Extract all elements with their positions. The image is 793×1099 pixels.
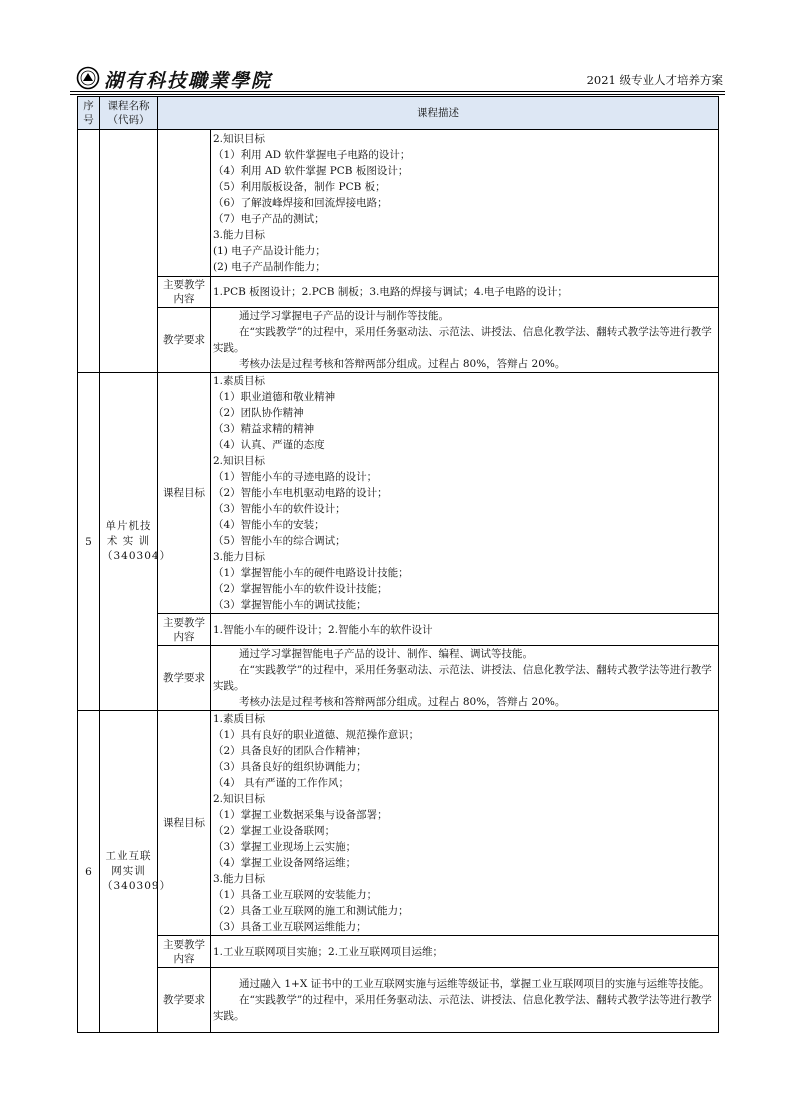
goal-line: （3）精益求精的精神 [213, 423, 315, 435]
goal-line: 1.素质目标 [213, 713, 266, 725]
req-paragraph: 考核办法是过程考核和答辩两部分组成。过程占 80%，答辩占 20%。 [239, 696, 566, 708]
goal-line: （1）掌握智能小车的硬件电路设计技能； [213, 567, 409, 579]
req-paragraph: 通过学习掌握智能电子产品的设计、制作、编程、调试等技能。 [239, 648, 533, 660]
course-name [100, 711, 172, 1033]
goal-line: 3.能力目标 [213, 873, 266, 885]
course-name-line: （340304） [102, 550, 172, 562]
school-logo-text: 湖有科技職業學院 [104, 70, 273, 92]
table-row [78, 936, 719, 968]
table-row [78, 130, 719, 277]
label-goals [158, 130, 211, 277]
table-row [78, 308, 719, 373]
table-header-row [78, 97, 719, 130]
document-title: 2021 级专业人才培养方案 [586, 73, 723, 87]
label-goals: 课程目标 [158, 711, 211, 936]
goal-line: （2）智能小车电机驱动电路的设计； [213, 487, 388, 499]
course-name-line: （340309） [102, 880, 172, 892]
goal-line: 3.能力目标 [213, 551, 266, 563]
course-name-line: 术 实 训 [106, 535, 151, 547]
header-course-name: 课程名称（代码） [100, 97, 158, 130]
req-paragraph: 在“实践教学”的过程中，采用任务驱动法、示范法、讲授法、信息化教学法、翻转式教学法等进行教学实践。 [213, 664, 712, 692]
course-content [211, 936, 719, 968]
table-row [78, 277, 719, 308]
header-rule-thin [70, 94, 725, 95]
row-number: 6 [78, 711, 100, 1033]
goal-line: （4）掌握工业设备网络运维； [213, 857, 357, 869]
goal-line: （4） 具有严谨的工作作风； [213, 777, 350, 789]
goal-line: 3.能力目标 [213, 229, 266, 241]
goal-line: （5）利用版板设备，制作 PCB 板； [213, 181, 386, 193]
header-seq: 序号 [78, 97, 100, 130]
table-row [78, 711, 719, 936]
goal-line: （2）掌握工业设备联网； [213, 825, 336, 837]
goal-line: （3）掌握智能小车的调试技能； [213, 599, 367, 611]
goal-line: （1）智能小车的寻迹电路的设计； [213, 471, 378, 483]
goal-line: （1）具有良好的职业道德、规范操作意识； [213, 729, 420, 741]
goal-line: （7）电子产品的测试； [213, 213, 325, 225]
label-content: 主要教学内容 [158, 277, 211, 308]
goal-line: （2）具备工业互联网的施工和测试能力； [213, 905, 409, 917]
req-paragraph: 通过融入 1+X 证书中的工业互联网实施与运维等级证书，掌握工业互联网项目的实施与运维等技能。 [239, 978, 710, 990]
label-req: 教学要求 [158, 308, 211, 373]
course-requirements [211, 308, 719, 373]
goal-line: （3）具备工业互联网运维能力； [213, 921, 367, 933]
goal-line: 2.知识目标 [213, 793, 266, 805]
goal-line: （4）利用 AD 软件掌握 PCB 板图设计； [213, 165, 409, 177]
goal-line: （6）了解波峰焊接和回流焊接电路； [213, 197, 388, 209]
goal-line: （2）具备良好的团队合作精神； [213, 745, 367, 757]
school-seal-icon [76, 66, 100, 90]
content-text: 1.PCB 板图设计；2.PCB 制板；3.电路的焊接与调试；4.电子电路的设计； [213, 286, 568, 298]
req-paragraph: 在“实践教学”的过程中，采用任务驱动法、示范法、讲授法、信息化教学法、翻转式教学法等进行教学实践。 [213, 326, 712, 354]
req-paragraph: 通过学习掌握电子产品的设计与制作等技能。 [239, 310, 449, 322]
label-goals: 课程目标 [158, 373, 211, 614]
header-course-desc: 课程描述 [158, 97, 719, 130]
course-content [211, 614, 719, 646]
label-content: 主要教学内容 [158, 614, 211, 646]
content-text: 1.工业互联网项目实施；2.工业互联网项目运维； [213, 945, 444, 958]
course-table [77, 96, 719, 1033]
goal-line: (2) 电子产品制作能力； [213, 261, 326, 273]
course-requirements [211, 968, 719, 1033]
goal-line: 2.知识目标 [213, 133, 266, 145]
goal-line: 2.知识目标 [213, 455, 266, 467]
header-rule [70, 91, 725, 92]
goal-line: (1) 电子产品设计能力； [213, 245, 326, 257]
table-row [78, 614, 719, 646]
row-number: 5 [78, 373, 100, 711]
goal-line: （1）职业道德和敬业精神 [213, 391, 336, 403]
course-goals [211, 373, 719, 614]
label-content: 主要教学内容 [158, 936, 211, 968]
goal-line: （1）利用 AD 软件掌握电子电路的设计； [213, 149, 411, 161]
goal-line: （3）掌握工业现场上云实施； [213, 841, 357, 853]
course-requirements [211, 646, 719, 711]
goal-line: （5）智能小车的综合调试； [213, 535, 346, 547]
content-text: 1.智能小车的硬件设计；2.智能小车的软件设计 [213, 623, 433, 636]
table-row [78, 373, 719, 614]
goal-line: 1.素质目标 [213, 375, 266, 387]
page-header [70, 62, 725, 90]
goal-line: （1）掌握工业数据采集与设备部署； [213, 809, 388, 821]
goal-line: （4）认真、严谨的态度 [213, 439, 325, 451]
label-req: 教学要求 [158, 968, 211, 1033]
course-goals [211, 130, 719, 277]
goal-line: （3）具备良好的组织协调能力； [213, 761, 367, 773]
req-paragraph: 考核办法是过程考核和答辩两部分组成。过程占 80%，答辩占 20%。 [239, 358, 566, 370]
course-name-line: 单片机技 [105, 520, 152, 532]
course-content [211, 277, 719, 308]
course-goals [211, 711, 719, 936]
goal-line: （2）团队协作精神 [213, 407, 304, 419]
goal-line: （3）智能小车的软件设计； [213, 503, 346, 515]
course-name-line: 工业互联 [105, 850, 152, 862]
table-row [78, 968, 719, 1033]
goal-line: （1）具备工业互联网的安装能力； [213, 889, 378, 901]
course-name [100, 373, 172, 711]
course-name [100, 130, 158, 373]
goal-line: （2）掌握智能小车的软件设计技能； [213, 583, 388, 595]
label-req: 教学要求 [158, 646, 211, 711]
table-row [78, 646, 719, 711]
course-name-line: 网实训 [111, 865, 146, 877]
row-number [78, 130, 100, 373]
goal-line: （4）智能小车的安装； [213, 519, 325, 531]
req-paragraph: 在“实践教学”的过程中，采用任务驱动法、示范法、讲授法、信息化教学法、翻转式教学法等进行教学实践。 [213, 994, 712, 1022]
